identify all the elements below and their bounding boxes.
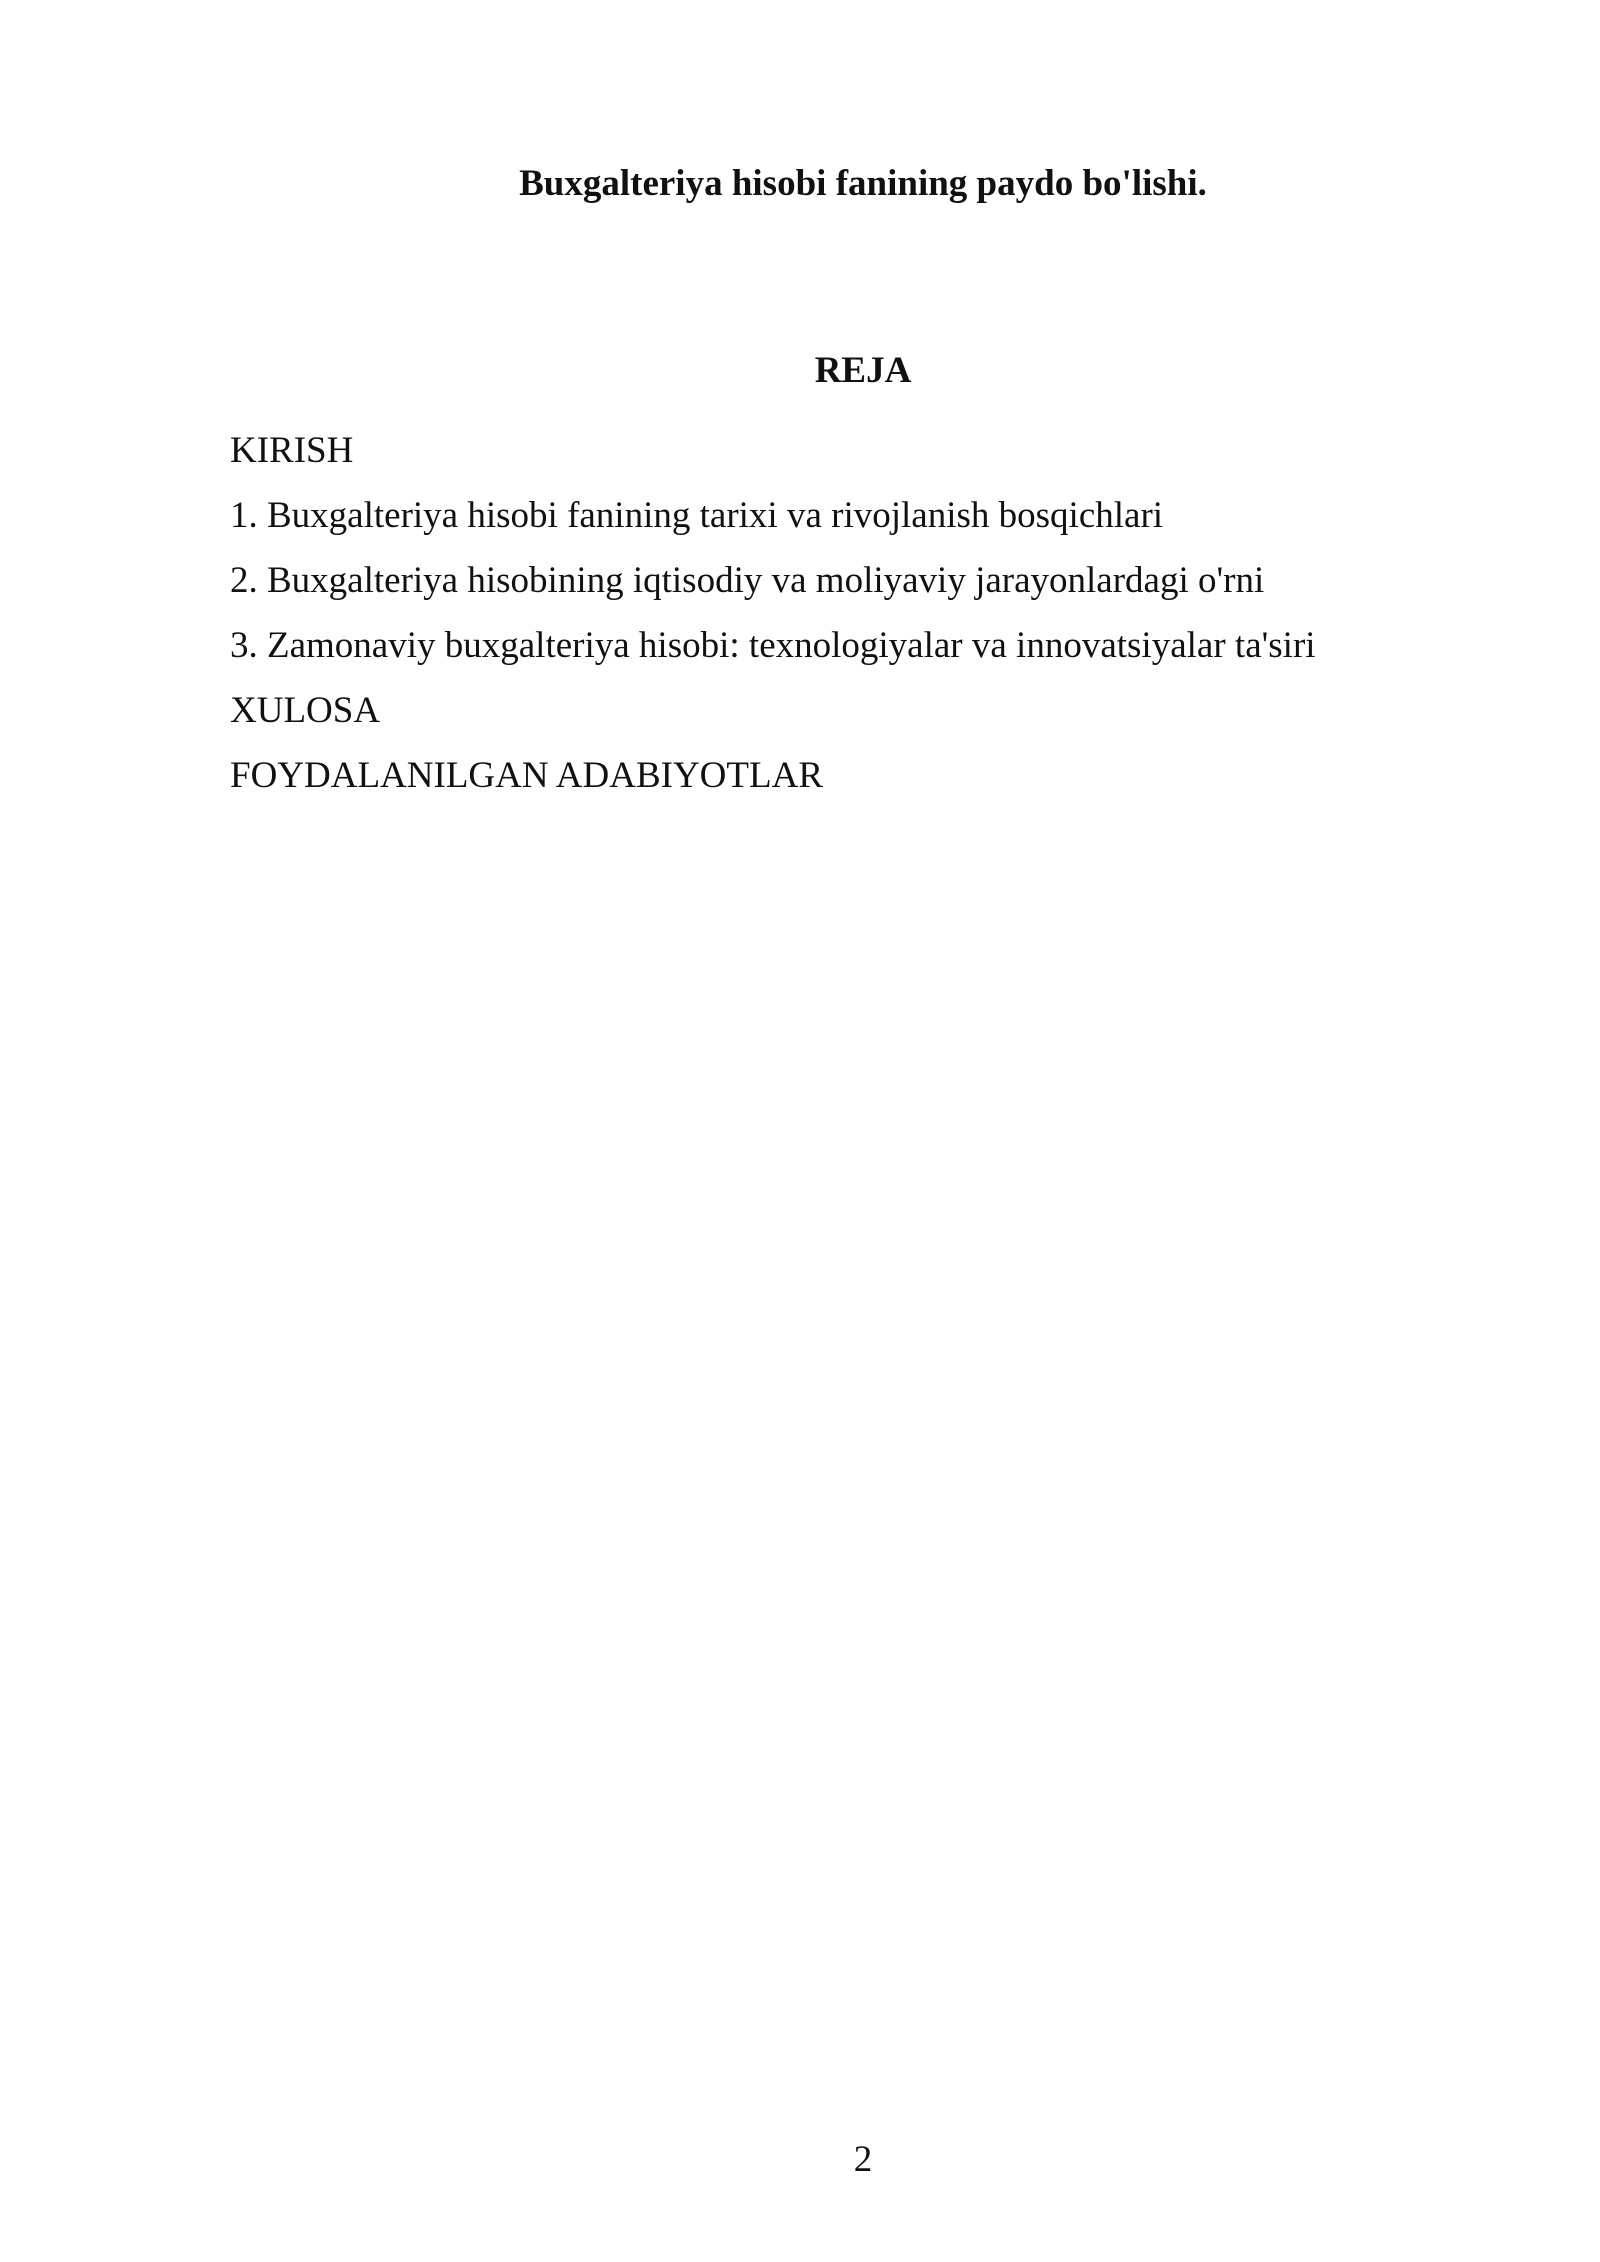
plan-heading: REJA bbox=[814, 350, 912, 391]
document-title: Buxgalteriya hisobi fanining paydo bo'lishi. bbox=[519, 163, 1207, 204]
plan-item-conclusion: XULOSA bbox=[230, 690, 381, 731]
plan-item-1: 1. Buxgalteriya hisobi fanining tarixi va rivojlanish bosqichlari bbox=[230, 495, 1164, 536]
plan-item-3: 3. Zamonaviy buxgalteriya hisobi: texnologiyalar va innovatsiyalar ta'siri bbox=[230, 625, 1316, 666]
plan-list bbox=[230, 418, 1316, 808]
page-number: 2 bbox=[853, 2139, 873, 2180]
plan-item-2: 2. Buxgalteriya hisobining iqtisodiy va moliyaviy jarayonlardagi o'rni bbox=[230, 560, 1265, 601]
plan-item-references: FOYDALANILGAN ADABIYOTLAR bbox=[230, 755, 823, 796]
plan-item-introduction: KIRISH bbox=[230, 430, 354, 471]
